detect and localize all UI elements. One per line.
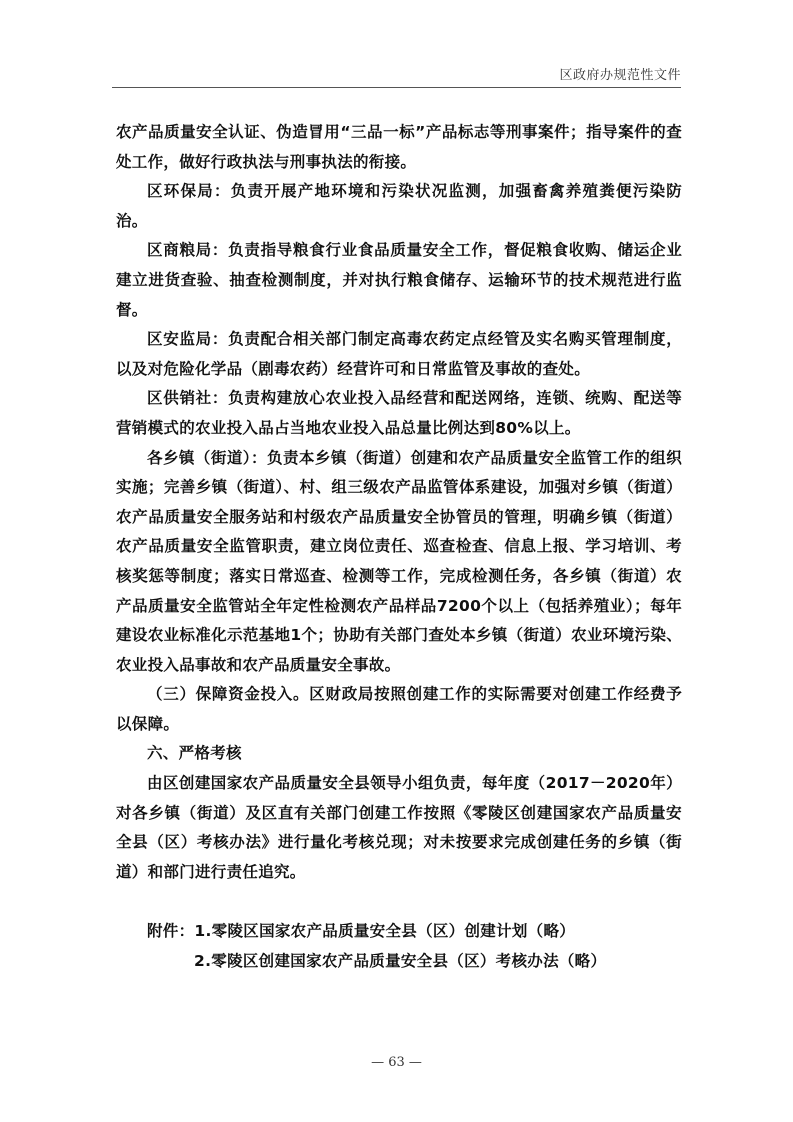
document-body [116,118,682,976]
header-divider [112,87,681,88]
paragraph-safety-bureau: 区安监局：负责配合相关部门制定高毒农药定点经管及实名购买管理制度，以及对危险化学品（剧毒农药）经营许可和日常监管及事故的查处。 [116,330,682,378]
paragraph-grain-bureau: 区商粮局：负责指导粮食行业食品质量安全工作，督促粮食收购、储运企业建立进货查验、抽查检测制度，并对执行粮食储存、运输环节的技术规范进行监督。 [116,241,682,319]
attachment-line-2: 2.零陵区创建国家农产品质量安全县（区）考核办法（略） [194,951,607,970]
paragraph-funding: （三）保障资金投入。区财政局按照创建工作的实际需要对创建工作经费予以保障。 [116,685,682,733]
paragraph-townships: 各乡镇（街道）：负责本乡镇（街道）创建和农产品质量安全监管工作的组织实施；完善乡镇（街道）、村、组三级农产品监管体系建设，加强对乡镇（街道）农产品质量安全服务站和村级农产品质量安全协管员的管理，明确乡镇（街道）农产品质量安全监管职责，建立岗位责任、巡查检查、信息上报、学习培训、考核奖惩等制度；落实日常巡查、检测等工作，完成检测任务，各乡镇（街道）农产品质量安全监管站全年定性检测农产品样品7200个以上（包括养殖业）；每年建设农业标准化示范基地1个；协助有关部门查处本乡镇（街道）农业环境污染、农业投入品事故和农产品质量安全事故。 [116,448,682,674]
paragraph-1: 农产品质量安全认证、伪造冒用“三品一标”产品标志等刑事案件；指导案件的查处工作，做好行政执法与刑事执法的衔接。 [116,123,682,171]
running-header: 区政府办规范性文件 [559,68,681,83]
paragraph-assessment: 由区创建国家农产品质量安全县领导小组负责，每年度（2017－2020年）对各乡镇（街道）及区直有关部门创建工作按照《零陵区创建国家农产品质量安全县（区）考核办法》进行量化考核兑现；对未按要求完成创建任务的乡镇（街道）和部门进行责任追究。 [116,774,682,881]
page-number: — 63 — [371,1055,422,1070]
section-heading-assessment: 六、严格考核 [147,744,242,763]
paragraph-env-bureau: 区环保局：负责开展产地环境和污染状况监测，加强畜禽养殖粪便污染防治。 [116,182,682,230]
attachment-line-1: 附件：1.零陵区国家农产品质量安全县（区）创建计划（略） [147,922,576,941]
paragraph-supply-coop: 区供销社：负责构建放心农业投入品经营和配送网络，连锁、统购、配送等营销模式的农业投入品占当地农业投入品总量比例达到80%以上。 [116,389,682,437]
